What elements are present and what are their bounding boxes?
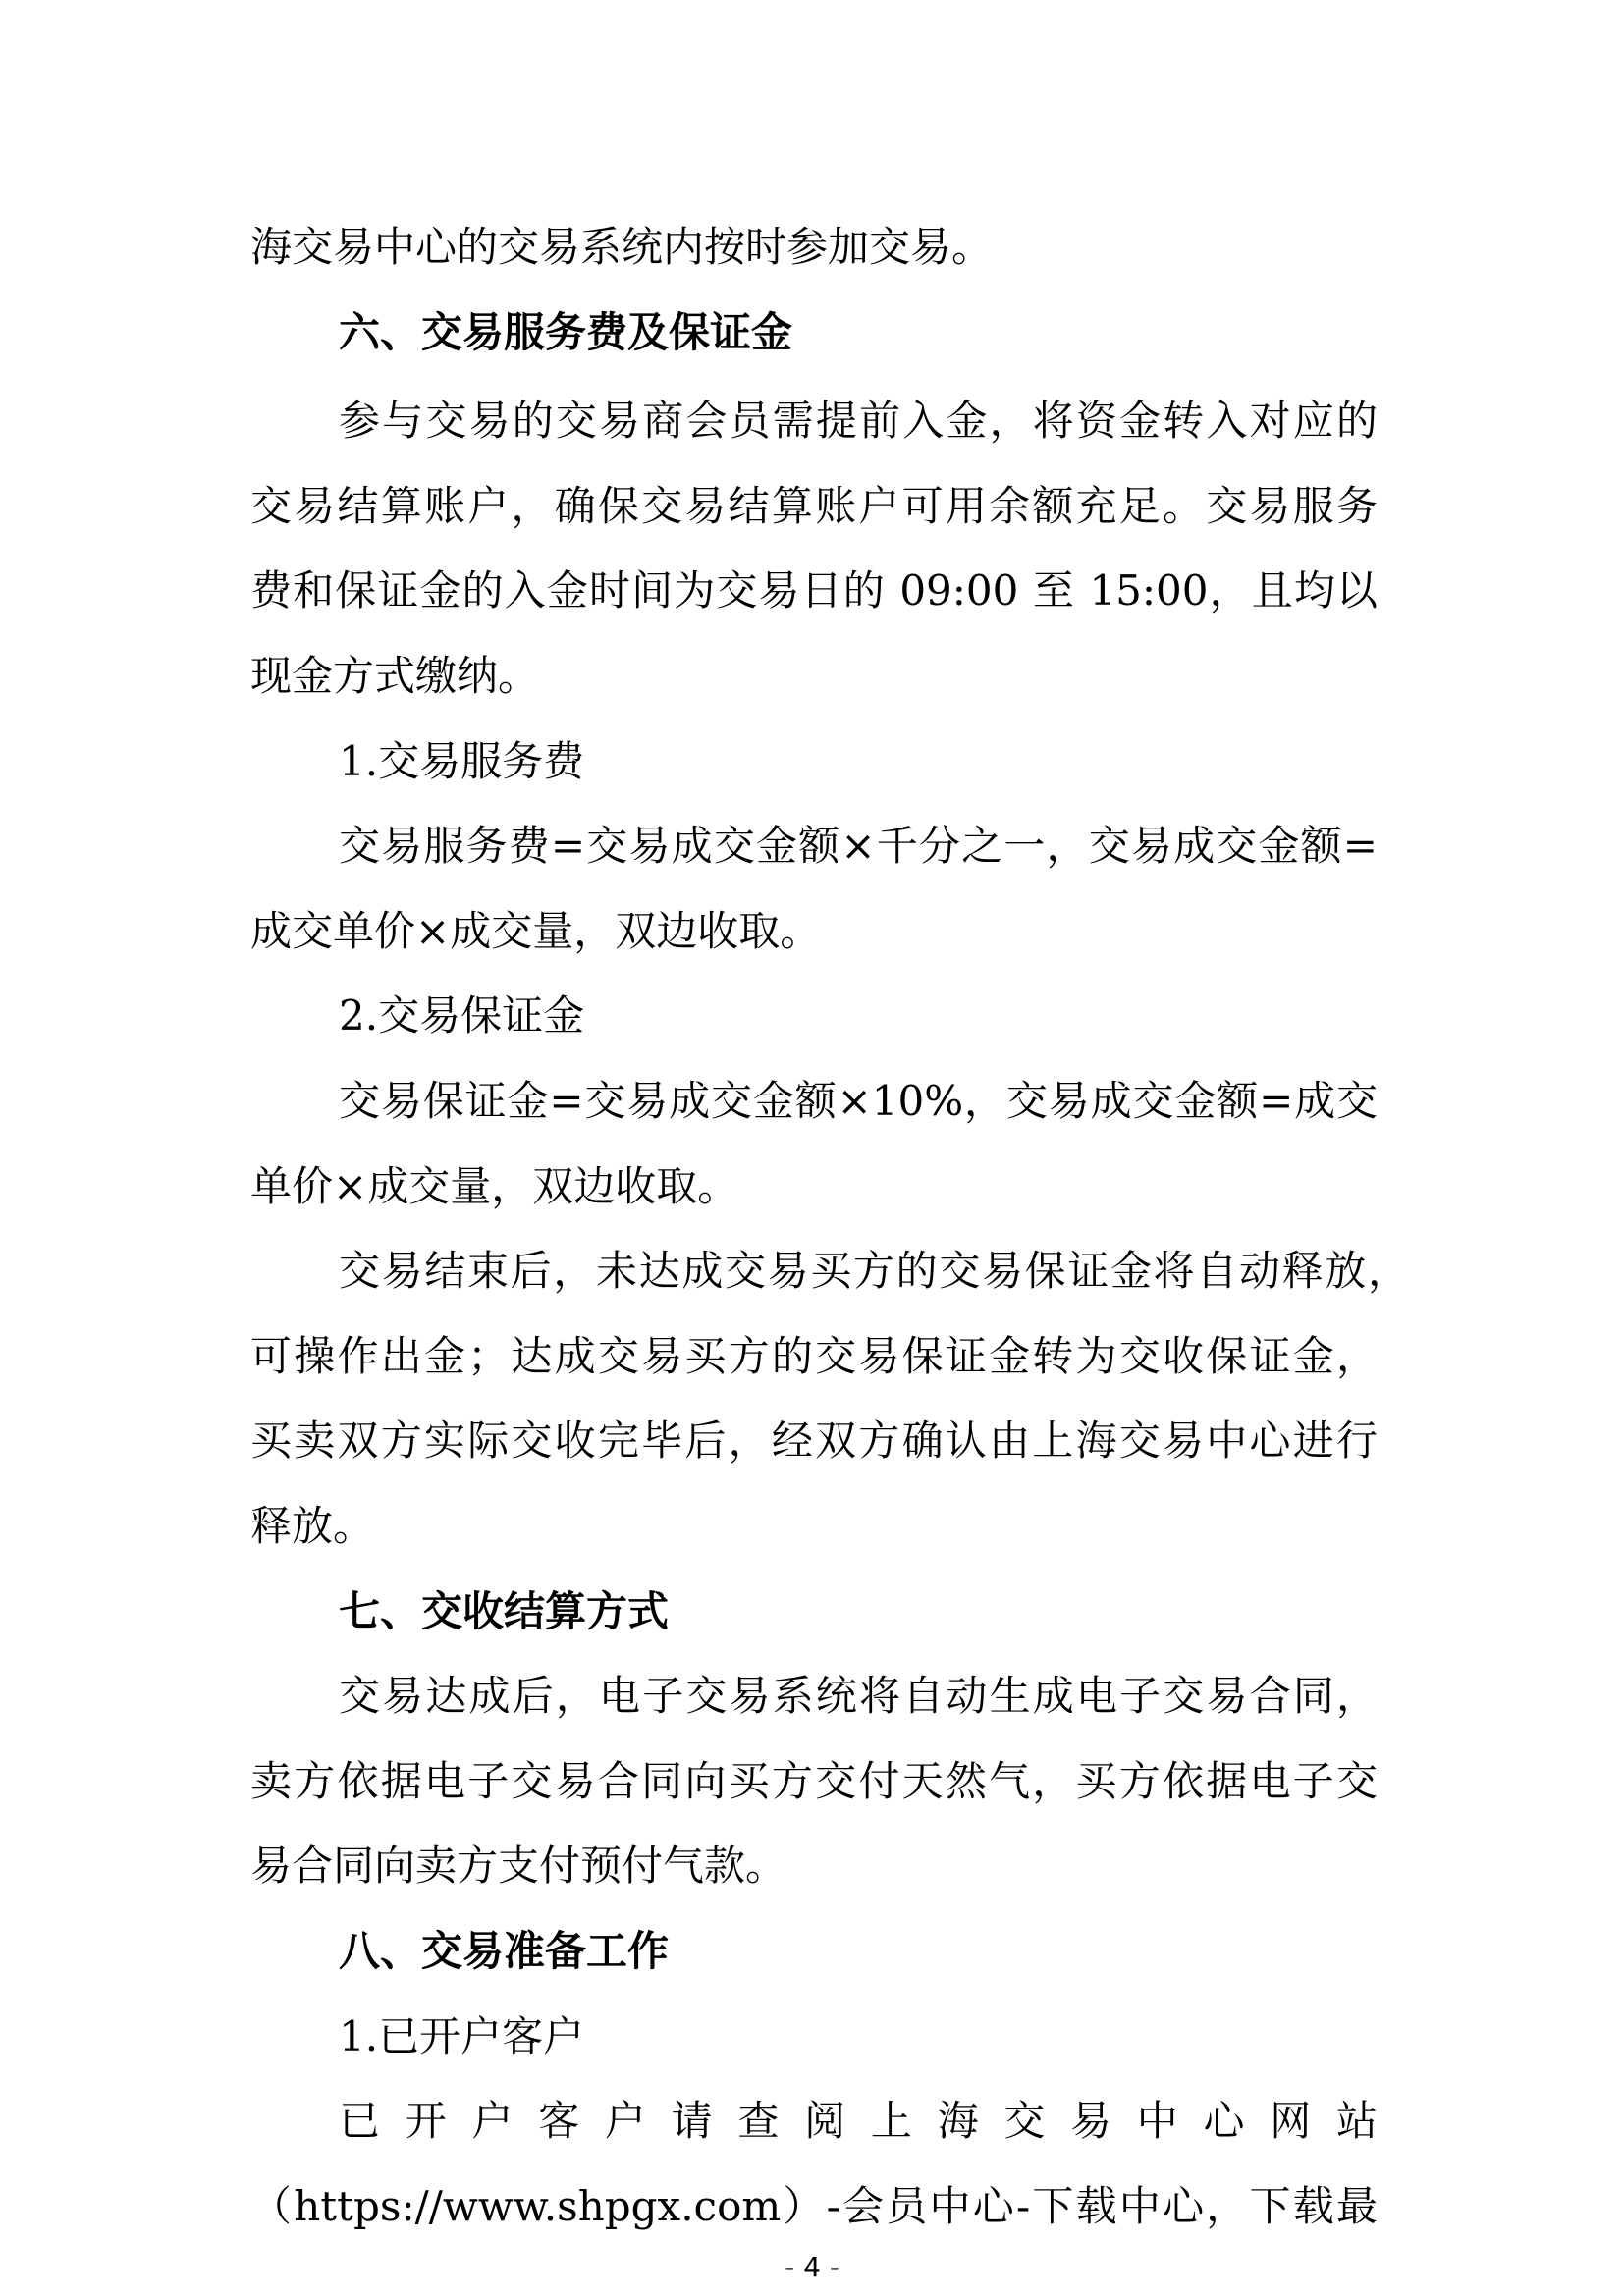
body-line-1: 海交易中心的交易系统内按时参加交易。 bbox=[250, 223, 994, 271]
body-line-13: 释放。 bbox=[250, 1502, 375, 1550]
section-heading-8: 八、交易准备工作 bbox=[339, 1927, 670, 1975]
body-line-8: 交易保证金=交易成交金额×10%，交易成交金额=成交 bbox=[339, 1077, 1378, 1125]
body-line-17: 已开户客户请查阅上海交易中心网站 bbox=[339, 2097, 1378, 2145]
body-line-18: （https://www.shpgx.com）-会员中心-下载中心，下载最 bbox=[250, 2182, 1378, 2230]
page-number: - 4 - bbox=[785, 2251, 839, 2283]
body-line-16: 易合同向卖方支付预付气款。 bbox=[250, 1842, 787, 1890]
section-heading-6: 六、交易服务费及保证金 bbox=[339, 308, 793, 356]
subheading-1: 1.交易服务费 bbox=[339, 737, 585, 785]
body-line-7: 成交单价×成交量，双边收取。 bbox=[250, 907, 822, 955]
body-line-5: 现金方式缴纳。 bbox=[250, 652, 540, 700]
body-line-10: 交易结束后，未达成交易买方的交易保证金将自动释放， bbox=[339, 1247, 1409, 1295]
body-line-4: 费和保证金的入金时间为交易日的 09:00 至 15:00，且均以 bbox=[250, 566, 1378, 614]
subheading-2: 2.交易保证金 bbox=[339, 991, 585, 1040]
body-line-6: 交易服务费=交易成交金额×千分之一，交易成交金额= bbox=[339, 822, 1378, 870]
body-line-14: 交易达成后，电子交易系统将自动生成电子交易合同， bbox=[339, 1672, 1378, 1720]
subheading-3: 1.已开户客户 bbox=[339, 2012, 585, 2060]
body-line-2: 参与交易的交易商会员需提前入金，将资金转入对应的 bbox=[339, 397, 1378, 445]
body-line-9: 单价×成交量，双边收取。 bbox=[250, 1162, 739, 1210]
body-line-3: 交易结算账户，确保交易结算账户可用余额充足。交易服务 bbox=[250, 482, 1378, 530]
body-line-15: 卖方依据电子交易合同向买方交付天然气，买方依据电子交 bbox=[250, 1757, 1378, 1805]
body-line-11: 可操作出金；达成交易买方的交易保证金转为交收保证金， bbox=[250, 1332, 1378, 1380]
body-line-12: 买卖双方实际交收完毕后，经双方确认由上海交易中心进行 bbox=[250, 1416, 1378, 1465]
section-heading-7: 七、交收结算方式 bbox=[339, 1587, 670, 1635]
